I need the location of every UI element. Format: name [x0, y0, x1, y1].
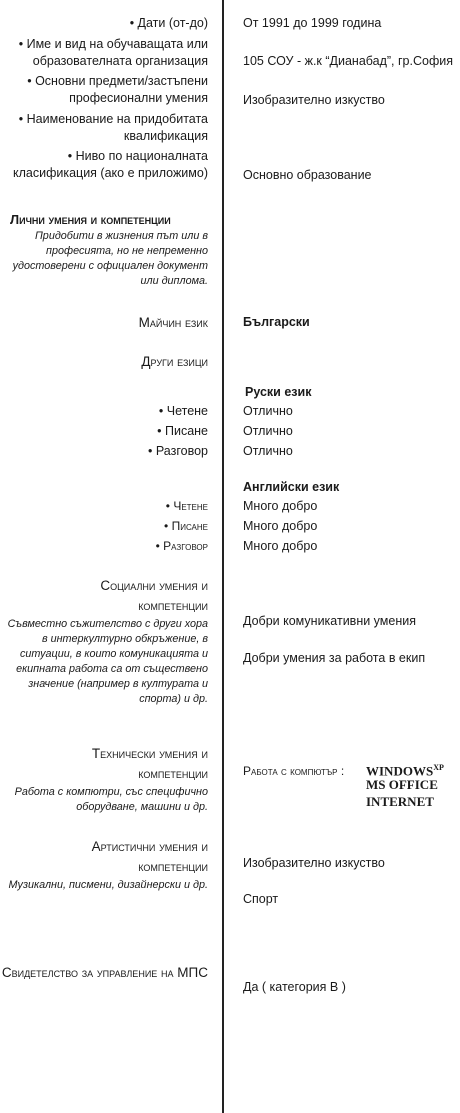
speaking-value: Отлично [243, 444, 293, 458]
dates-value: От 1991 до 1999 година [243, 16, 382, 30]
driving-license-value: Да ( категория В ) [243, 980, 346, 994]
reading-value: Отлично [243, 404, 293, 418]
artistic-skills-title: Артистични умения и компетенции [91, 839, 208, 874]
writing-label: • Писане [164, 519, 208, 533]
artistic-skills-value: Изобразително изкуство [243, 856, 385, 870]
sport-value: Спорт [243, 892, 279, 906]
subjects-value: Изобразително изкуство [243, 93, 385, 107]
writing-value: Много добро [243, 519, 318, 533]
column-divider [222, 0, 224, 1113]
mother-tongue-value: Български [243, 315, 310, 329]
artistic-skills-description: Музикални, писмени, дизайнерски и др. [8, 879, 208, 891]
social-skills-description: Съвместно съжителство с други хора в интеркултурно обкръжение, в ситуации, в които комуникацията и екипната работа са от съществено значение (например в културата и спорта) и др. [7, 618, 208, 705]
writing-label: • Писане [157, 424, 208, 438]
language-name: Английски език [243, 480, 340, 494]
mother-tongue-label: Майчин език [138, 315, 208, 330]
computer-label: Работа с компютър : [243, 764, 345, 778]
windows-label: WINDOWS [366, 763, 434, 779]
internet-text: INTERNET [366, 794, 434, 809]
writing-value: Отлично [243, 424, 293, 438]
subjects-label: • Основни предмети/застъпени професионални умения [27, 74, 208, 105]
qualification-label: • Наименование на придобитата квалификация [18, 112, 208, 143]
driving-license-title: Свидетелство за управление на МПС [1, 965, 208, 980]
technical-skills-description: Работа с компютри, със специфично оборудване, машини и др. [14, 786, 208, 813]
windows-version: XP [433, 763, 444, 772]
speaking-label: • Разговор [155, 539, 208, 553]
teamwork-value: Добри умения за работа в екип [243, 651, 426, 665]
personal-skills-description: Придобити в жизнения път или в професията, но не непременно удостоверени с официален документ или диплома. [12, 230, 208, 287]
speaking-value: Много добро [243, 539, 318, 553]
dates-label: • Дати (от-до) [129, 16, 208, 30]
reading-label: • Четене [158, 404, 208, 418]
social-skills-title: Социални умения и компетенции [100, 578, 208, 613]
level-value: Основно образование [243, 168, 372, 182]
reading-value: Много добро [243, 499, 318, 513]
speaking-label: • Разговор [148, 444, 208, 458]
personal-skills-heading: Лични умения и компетенции [10, 212, 171, 227]
reading-label: • Четене [165, 499, 208, 513]
language-name: Руски език [245, 385, 312, 399]
technical-skills-title: Технически умения и компетенции [91, 746, 208, 781]
ms-office-text: MS OFFICE [366, 777, 438, 792]
level-label: • Ниво по националната класификация (ако е приложимо) [12, 149, 208, 180]
other-languages-label: Други езици [141, 354, 208, 369]
organization-value: 105 СОУ - ж.к “Дианабад”, гр.София [243, 54, 453, 68]
organization-label: • Име и вид на обучаващата или образователната организация [18, 37, 208, 68]
social-skills-value: Добри комуникативни умения [243, 614, 416, 628]
